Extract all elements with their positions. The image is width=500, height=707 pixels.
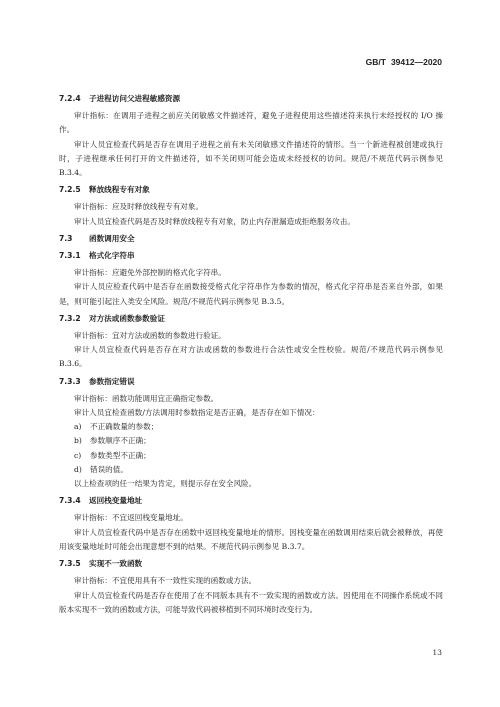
- paragraph: 审计人员宜检查代码是否存在调用子进程之前有未关闭敏感文件描述符的情形。当一个新进程被创建或执行时，子进程继承任何打开的文件描述符，如不关闭则可能会造成未经授权的访问。规范/不规范代码示例参见 B.3.4。: [59, 139, 443, 178]
- list-item-label: c): [74, 450, 82, 460]
- list-item: [59, 449, 443, 463]
- paragraph: 审计指标：在调用子进程之前应关闭敏感文件描述符，避免子进程使用这些描述符来执行未经授权的 I/O 操作。: [59, 111, 443, 135]
- paragraph: 审计指标：函数功能调用宜正确指定参数。: [74, 393, 219, 403]
- section-number: 7.3: [59, 233, 73, 243]
- list-item: [59, 463, 443, 477]
- paragraph: 审计指标：宜对方法或函数的参数进行验证。: [74, 331, 226, 341]
- list-item-text: 参数类型不正确；: [90, 450, 151, 460]
- paragraph: 审计人员宜检查函数/方法调用时参数指定是否正确，是否存在如下情况：: [74, 408, 320, 418]
- paragraph: 审计人员宜检查代码是否存在使用了在不同版本具有不一致实现的函数或方法。因使用在不同操作系统或不同版本实现不一致的函数或方法，可能导致代码被移植到不同环境时改变行为。: [59, 590, 443, 614]
- section-heading-7-3-3: [59, 375, 443, 389]
- section-title: 实现不一致函数: [89, 559, 143, 569]
- list-item-label: d): [74, 464, 82, 474]
- list-item-text: 错误的值。: [90, 464, 128, 474]
- list-item-text: 参数顺序不正确；: [90, 436, 151, 446]
- list-item-label: b): [74, 436, 82, 446]
- section-title: 函数调用安全: [89, 233, 135, 243]
- paragraph: 审计人员宜检查代码中是否存在函数中返回栈变量地址的情形。因栈变量在函数调用结束后就会被释放，再使用该变量地址时可能会出现意想不到的结果。不规范代码示例参见 B.3.7。: [59, 527, 443, 551]
- list-item-label: a): [74, 422, 82, 432]
- section-number: 7.3.1: [59, 251, 81, 261]
- paragraph: 审计指标：应及时释放线程专有对象。: [74, 202, 204, 212]
- standard-code: GB/T: [365, 57, 386, 67]
- section-title: 返回栈变量地址: [89, 496, 143, 506]
- list-item-text: 不正确数量的参数；: [90, 422, 159, 432]
- section-number: 7.2.4: [59, 94, 81, 103]
- standard-number: 39412—2020: [390, 57, 442, 67]
- section-number: 7.3.4: [59, 496, 81, 506]
- section-heading-7-3-5: [59, 557, 443, 571]
- paragraph: 审计指标：不宜使用具有不一致性实现的函数或方法。: [74, 576, 257, 586]
- list-item: [59, 434, 443, 448]
- section-heading-7-3-2: [59, 312, 443, 326]
- section-heading-7-3-1: [59, 249, 443, 263]
- section-heading-7-2-4: [59, 92, 443, 106]
- section-title: 子进程访问父进程敏感资源: [89, 94, 181, 103]
- paragraph: 审计指标：不宜返回栈变量地址。: [74, 513, 188, 523]
- standard-header: [366, 57, 442, 67]
- section-heading-7-3: [59, 232, 443, 246]
- paragraph: 审计人员应检查代码中是否存在函数接受格式化字符串作为参数的情况，格式化字符串是否来自外部，如果是，则可能引起注入类安全风险。规范/不规范代码示例参见 B.3.5。: [59, 282, 443, 306]
- section-title: 参数指定错误: [89, 376, 135, 386]
- section-number: 7.3.3: [59, 376, 81, 386]
- section-title: 格式化字符串: [89, 251, 135, 261]
- document-body: [59, 89, 443, 617]
- section-title: 对方法或函数参数验证: [89, 313, 165, 323]
- section-heading-7-2-5: [59, 183, 443, 197]
- list-item: [59, 420, 443, 434]
- paragraph: 审计指标：应避免外部控制的格式化字符串。: [74, 268, 226, 278]
- paragraph: 以上检查项的任一结果为肯定，则提示存在安全风险。: [74, 479, 257, 489]
- section-title: 释放线程专有对象: [89, 185, 150, 195]
- paragraph: 审计人员宜检查代码是否及时释放线程专有对象，防止内存泄漏造成拒绝服务攻击。: [74, 216, 355, 226]
- section-heading-7-3-4: [59, 494, 443, 508]
- section-number: 7.3.2: [59, 313, 81, 323]
- page-number: 13: [432, 648, 442, 657]
- section-number: 7.3.5: [59, 559, 81, 569]
- section-number: 7.2.5: [59, 185, 81, 195]
- paragraph: 审计人员宜检查代码是否存在对方法或函数的参数进行合法性或安全性校验。规范/不规范代码示例参见 B.3.6。: [59, 345, 443, 369]
